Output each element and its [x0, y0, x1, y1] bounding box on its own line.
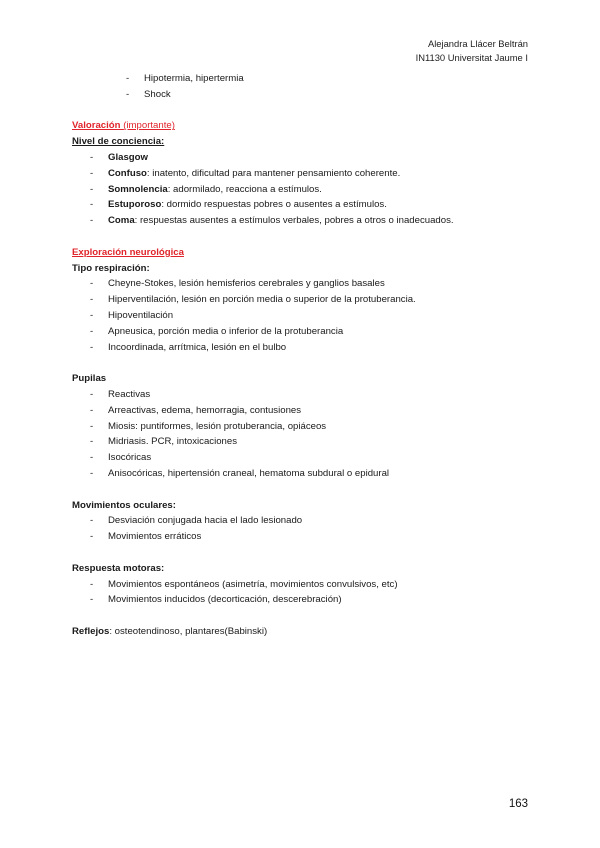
list-item: - Cheyne-Stokes, lesión hemisferios cerebrales y ganglios basales	[90, 278, 385, 290]
list-item: - Midriasis. PCR, intoxicaciones	[90, 436, 238, 448]
exploracion-heading: Exploración neurológica	[72, 246, 184, 258]
reflejos-text: : osteotendinoso, plantares(Babinski)	[109, 625, 268, 637]
valoracion-heading: Valoración (importante)	[72, 120, 175, 132]
author-name: Alejandra Llácer Beltrán	[427, 38, 528, 49]
list-item: - Movimientos inducidos (decorticación, descerebración)	[90, 594, 342, 606]
list-item: - Hiperventilación, lesión en porción media o superior de la protuberancia.	[90, 294, 416, 306]
pupilas-list	[72, 387, 532, 482]
page-header	[416, 37, 528, 65]
respiracion-label: Tipo respiración:	[72, 262, 150, 274]
list-item: - Coma: respuestas ausentes a estímulos verbales, pobres a otros o inadecuados.	[90, 215, 454, 227]
list-item: - Hipoventilación	[90, 309, 174, 321]
list-item: - Miosis: puntiformes, lesión protuberancia, opiáceos	[90, 420, 327, 432]
list-item: - Reactivas	[90, 388, 151, 400]
nivel-conciencia-list	[72, 150, 532, 229]
list-item: - Anisocóricas, hipertensión craneal, hematoma subdural o epidural	[90, 467, 390, 479]
list-item: - Isocóricas	[90, 452, 152, 464]
respiracion-list	[72, 276, 532, 355]
list-item: - Hipotermia, hipertermia	[126, 73, 244, 84]
page-content	[72, 71, 532, 640]
pupilas-label: Pupilas	[72, 373, 107, 385]
list-item: - Apneusica, porción media o inferior de la protuberancia	[90, 325, 344, 337]
list-item: - Movimientos espontáneos (asimetría, movimientos convulsivos, etc)	[90, 578, 398, 590]
reflejos-line	[72, 624, 532, 640]
course-info: IN1130 Universitat Jaume I	[415, 52, 528, 63]
list-item: - Arreactivas, edema, hemorragia, contusiones	[90, 404, 302, 416]
list-item: - Somnolencia: adormilado, reacciona a estímulos.	[90, 183, 322, 195]
oculares-list	[72, 513, 532, 545]
list-item: - Desviación conjugada hacia el lado lesionado	[90, 515, 303, 527]
motoras-list	[72, 577, 532, 609]
motoras-label: Respuesta motoras:	[72, 562, 165, 574]
list-item: - Glasgow	[90, 151, 148, 163]
list-item: - Incoordinada, arrítmica, lesión en el bulbo	[90, 341, 287, 353]
oculares-label: Movimientos oculares:	[72, 499, 176, 511]
nivel-conciencia-subtitle: Nivel de conciencia:	[72, 136, 165, 148]
list-item: - Shock	[126, 88, 171, 100]
list-item: - Movimientos erráticos	[90, 531, 202, 543]
page-number: 163	[508, 798, 528, 810]
list-item: - Confuso: inatento, dificultad para mantener pensamiento coherente.	[90, 167, 401, 179]
top-list	[72, 71, 532, 103]
list-item: - Estuporoso: dormido respuestas pobres o ausentes a estímulos.	[90, 199, 387, 211]
reflejos-label: Reflejos	[72, 625, 110, 637]
